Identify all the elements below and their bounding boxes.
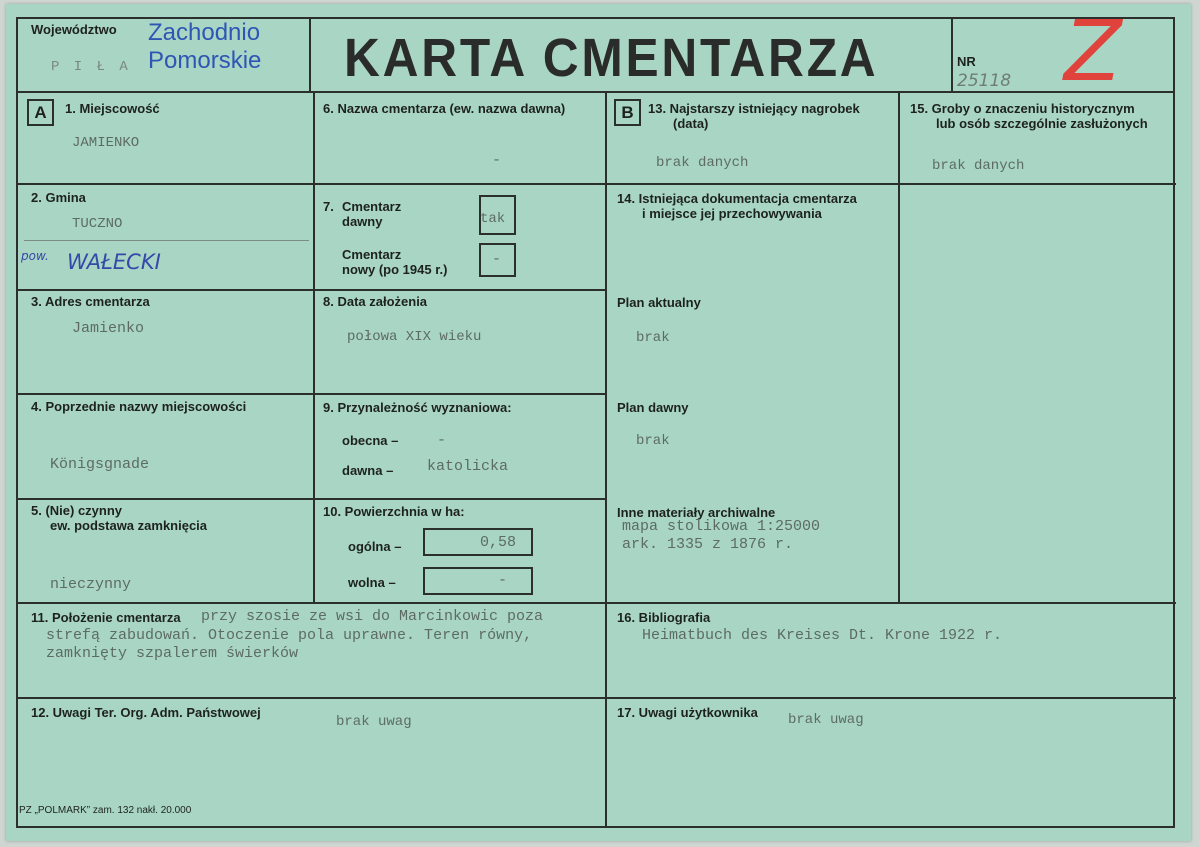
field-5-label-line2: ew. podstawa zamknięcia bbox=[50, 518, 208, 533]
field-15-label-line1: 15. Groby o znaczeniu historycznym bbox=[910, 101, 1135, 116]
field-2-county-value: WAŁECKI bbox=[67, 250, 161, 274]
field-4-value: Königsgnade bbox=[50, 456, 150, 473]
wojewodztwo-label: Województwo bbox=[31, 22, 117, 37]
plan-aktualny-label: Plan aktualny bbox=[617, 295, 701, 310]
field-5-value: nieczynny bbox=[50, 576, 132, 593]
field-7-number: 7. bbox=[323, 199, 334, 214]
nr-red-letter: Z bbox=[1064, 2, 1122, 100]
field-16-value: Heimatbuch des Kreises Dt. Krone 1922 r. bbox=[642, 627, 1003, 644]
inne-materialy-label: Inne materiały archiwalne bbox=[617, 505, 776, 520]
plan-dawny-label: Plan dawny bbox=[617, 400, 689, 415]
field-12-value: brak uwag bbox=[336, 714, 412, 730]
field-2-underline bbox=[24, 240, 309, 241]
field-9-dawna-label: dawna – bbox=[342, 463, 394, 478]
field-8-value: połowa XIX wieku bbox=[347, 329, 482, 345]
field-9-obecna-value: - bbox=[437, 432, 447, 449]
section-a-marker: A bbox=[27, 99, 54, 126]
card-title: KARTA CMENTARZA bbox=[344, 28, 879, 88]
field-5-label-line1: 5. (Nie) czynny bbox=[31, 503, 123, 518]
field-11-line1: przy szosie ze wsi do Marcinkowic poza bbox=[201, 608, 544, 625]
field-10-label: 10. Powierzchnia w ha: bbox=[323, 504, 465, 519]
cemetery-card bbox=[6, 4, 1191, 841]
col-divider-a bbox=[313, 91, 315, 603]
field-7-nowy-value: - bbox=[492, 251, 502, 268]
field-7-nowy-line2: nowy (po 1945 r.) bbox=[342, 262, 448, 277]
field-2-label: 2. Gmina bbox=[31, 190, 86, 205]
plan-aktualny-value: brak bbox=[636, 330, 670, 346]
field-10-ogolna-value: 0,58 bbox=[480, 534, 517, 551]
field-3-value: Jamienko bbox=[72, 320, 145, 337]
field-15-label-line2: lub osób szczególnie zasłużonych bbox=[936, 116, 1148, 131]
field-1-label: 1. Miejscowość bbox=[65, 101, 160, 116]
field-10-wolna-label: wolna – bbox=[348, 575, 396, 590]
section-b-marker: B bbox=[614, 99, 641, 126]
field-7-dawny-value: tak bbox=[480, 211, 506, 227]
field-17-value: brak uwag bbox=[788, 712, 864, 728]
field-6-label: 6. Nazwa cmentarza (ew. nazwa dawna) bbox=[323, 101, 566, 116]
col-divider-b bbox=[605, 91, 607, 827]
wojewodztwo-stamp-line2: Pomorskie bbox=[148, 47, 262, 74]
field-12-label: 12. Uwagi Ter. Org. Adm. Państwowej bbox=[31, 705, 261, 720]
field-14-label-line1: 14. Istniejąca dokumentacja cmentarza bbox=[617, 191, 857, 206]
field-10-ogolna-label: ogólna – bbox=[348, 539, 402, 554]
field-10-wolna-box bbox=[423, 567, 533, 595]
row-line-2 bbox=[16, 289, 607, 291]
field-17-label: 17. Uwagi użytkownika bbox=[617, 705, 758, 720]
row-line-6 bbox=[16, 697, 1176, 699]
header-divider-1 bbox=[309, 17, 311, 92]
field-10-ogolna-box bbox=[423, 528, 533, 556]
field-2-value: TUCZNO bbox=[72, 216, 123, 232]
wojewodztwo-stamp-line1: Zachodnio bbox=[148, 19, 261, 46]
field-4-label: 4. Poprzednie nazwy miejscowości bbox=[31, 399, 247, 414]
field-15-value: brak danych bbox=[932, 158, 1025, 174]
field-9-label: 9. Przynależność wyznaniowa: bbox=[323, 400, 512, 415]
row-line-5 bbox=[16, 602, 1176, 604]
field-11-line3: zamknięty szpalerem świerków bbox=[46, 645, 299, 662]
field-14-label-line2: i miejsce jej przechowywania bbox=[642, 206, 822, 221]
field-11-label: 11. Położenie cmentarza bbox=[31, 610, 181, 625]
field-9-obecna-label: obecna – bbox=[342, 433, 399, 448]
field-13-label-line1: 13. Najstarszy istniejący nagrobek bbox=[648, 101, 860, 116]
card-left-border bbox=[16, 17, 18, 827]
field-13-label-line2: (data) bbox=[673, 116, 709, 131]
field-2-county-prefix: pow. bbox=[21, 249, 49, 263]
field-3-label: 3. Adres cmentarza bbox=[31, 294, 150, 309]
inne-materialy-line2: ark. 1335 z 1876 r. bbox=[622, 536, 794, 553]
header-bottom-line bbox=[16, 91, 1175, 93]
printer-footer: PZ „POLMARK” zam. 132 nakł. 20.000 bbox=[19, 805, 192, 816]
field-7-nowy-line1: Cmentarz bbox=[342, 247, 402, 262]
nr-handwritten-number: 25118 bbox=[957, 71, 1012, 91]
field-9-dawna-value: katolicka bbox=[427, 458, 509, 475]
field-7-dawny-line1: Cmentarz bbox=[342, 199, 402, 214]
field-6-value: - bbox=[492, 152, 502, 169]
wojewodztwo-typed: P I Ł A bbox=[51, 59, 131, 75]
row-line-4 bbox=[16, 498, 607, 500]
field-16-label: 16. Bibliografia bbox=[617, 610, 711, 625]
inne-materialy-line1: mapa stolikowa 1:25000 bbox=[622, 518, 821, 535]
field-11-line2: strefą zabudowań. Otoczenie pola uprawne. Teren równy, bbox=[46, 627, 533, 644]
field-1-value: JAMIENKO bbox=[72, 135, 140, 151]
header-divider-2 bbox=[951, 17, 953, 92]
row-line-3 bbox=[16, 393, 607, 395]
card-bottom-border bbox=[16, 826, 1175, 828]
field-13-value: brak danych bbox=[656, 155, 749, 171]
plan-dawny-value: brak bbox=[636, 433, 670, 449]
card-right-border bbox=[1173, 17, 1175, 827]
field-10-wolna-value: - bbox=[498, 572, 508, 589]
field-7-dawny-line2: dawny bbox=[342, 214, 383, 229]
nr-label: NR bbox=[957, 54, 976, 69]
field-8-label: 8. Data założenia bbox=[323, 294, 428, 309]
col-divider-c bbox=[898, 91, 900, 603]
row-line-1 bbox=[16, 183, 1176, 185]
